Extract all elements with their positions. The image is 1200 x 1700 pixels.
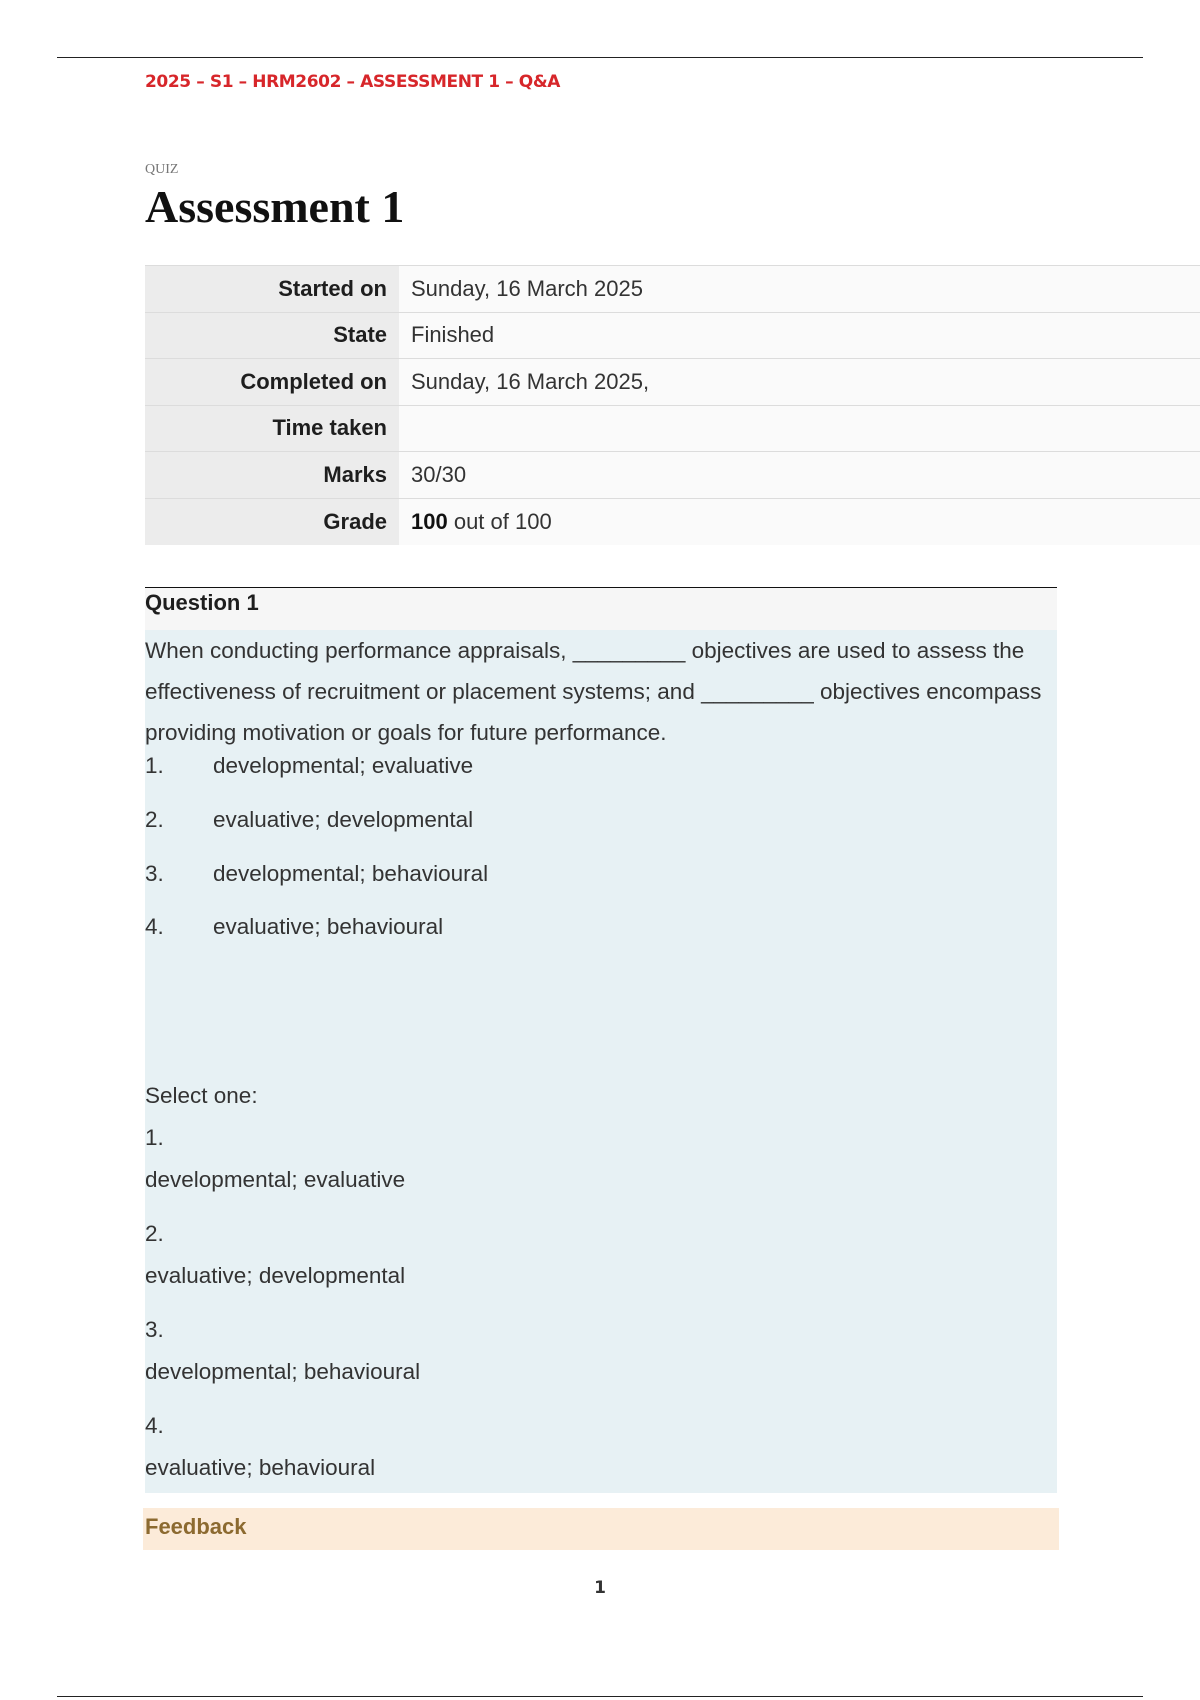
summary-value: Finished [399,312,1200,359]
option-text: developmental; evaluative [213,753,474,778]
option-number: 3. [145,861,164,886]
bottom-rule [57,1696,1143,1697]
summary-value [399,498,1200,545]
summary-value: Sunday, 16 March 2025 [399,266,1200,313]
summary-label: Started on [145,266,399,313]
summary-label: State [145,312,399,359]
document-header: 2025 – S1 – HRM2602 – ASSESSMENT 1 – Q&A [145,72,561,92]
summary-value [399,405,1200,452]
grade-suffix: out of 100 [447,508,552,534]
grade-score: 100 [411,508,448,534]
summary-row-completed [145,359,1200,406]
quiz-kicker: QUIZ [145,162,179,177]
summary-row-marks [145,452,1200,499]
summary-row-state [145,312,1200,359]
option-number: 4. [145,914,164,939]
option-number: 2. [145,807,164,832]
answer-choice[interactable]: evaluative; behavioural [145,1455,376,1480]
answer-number[interactable]: 2. [145,1221,164,1246]
question-body [145,630,1057,1493]
page-title: Assessment 1 [145,181,405,232]
summary-label: Grade [145,498,399,545]
answer-choice[interactable]: developmental; evaluative [145,1167,406,1192]
option-text: evaluative; behavioural [213,914,444,939]
option-text: evaluative; developmental [213,807,474,832]
option-item [145,807,473,833]
answer-choice[interactable]: evaluative; developmental [145,1263,406,1288]
answer-number[interactable]: 4. [145,1413,164,1438]
summary-label: Marks [145,452,399,499]
summary-row-started [145,266,1200,313]
question-block [145,587,1057,1493]
answer-number[interactable]: 3. [145,1317,164,1342]
question-text: When conducting performance appraisals, _________ objectives are used to assess the effectiveness of recruitment or placement systems; and _________ objectives encompass providing motivation or goals for future performance. [145,638,1042,745]
feedback-bar: Feedback [143,1508,1059,1550]
summary-label: Completed on [145,359,399,406]
option-item [145,753,473,779]
attempt-summary-table [145,265,1200,545]
option-item [145,861,488,887]
top-rule [57,57,1143,58]
page-number: 1 [594,1578,606,1598]
option-item [145,914,443,940]
answer-choice[interactable]: developmental; behavioural [145,1359,421,1384]
answer-number[interactable]: 1. [145,1125,164,1150]
summary-row-time-taken [145,405,1200,452]
select-one-label: Select one: [145,1083,258,1108]
summary-value: 30/30 [399,452,1200,499]
summary-row-grade [145,498,1200,545]
option-text: developmental; behavioural [213,861,489,886]
summary-value: Sunday, 16 March 2025, [399,359,1200,406]
question-heading: Question 1 [145,588,1057,630]
option-number: 1. [145,753,164,778]
summary-label: Time taken [145,405,399,452]
